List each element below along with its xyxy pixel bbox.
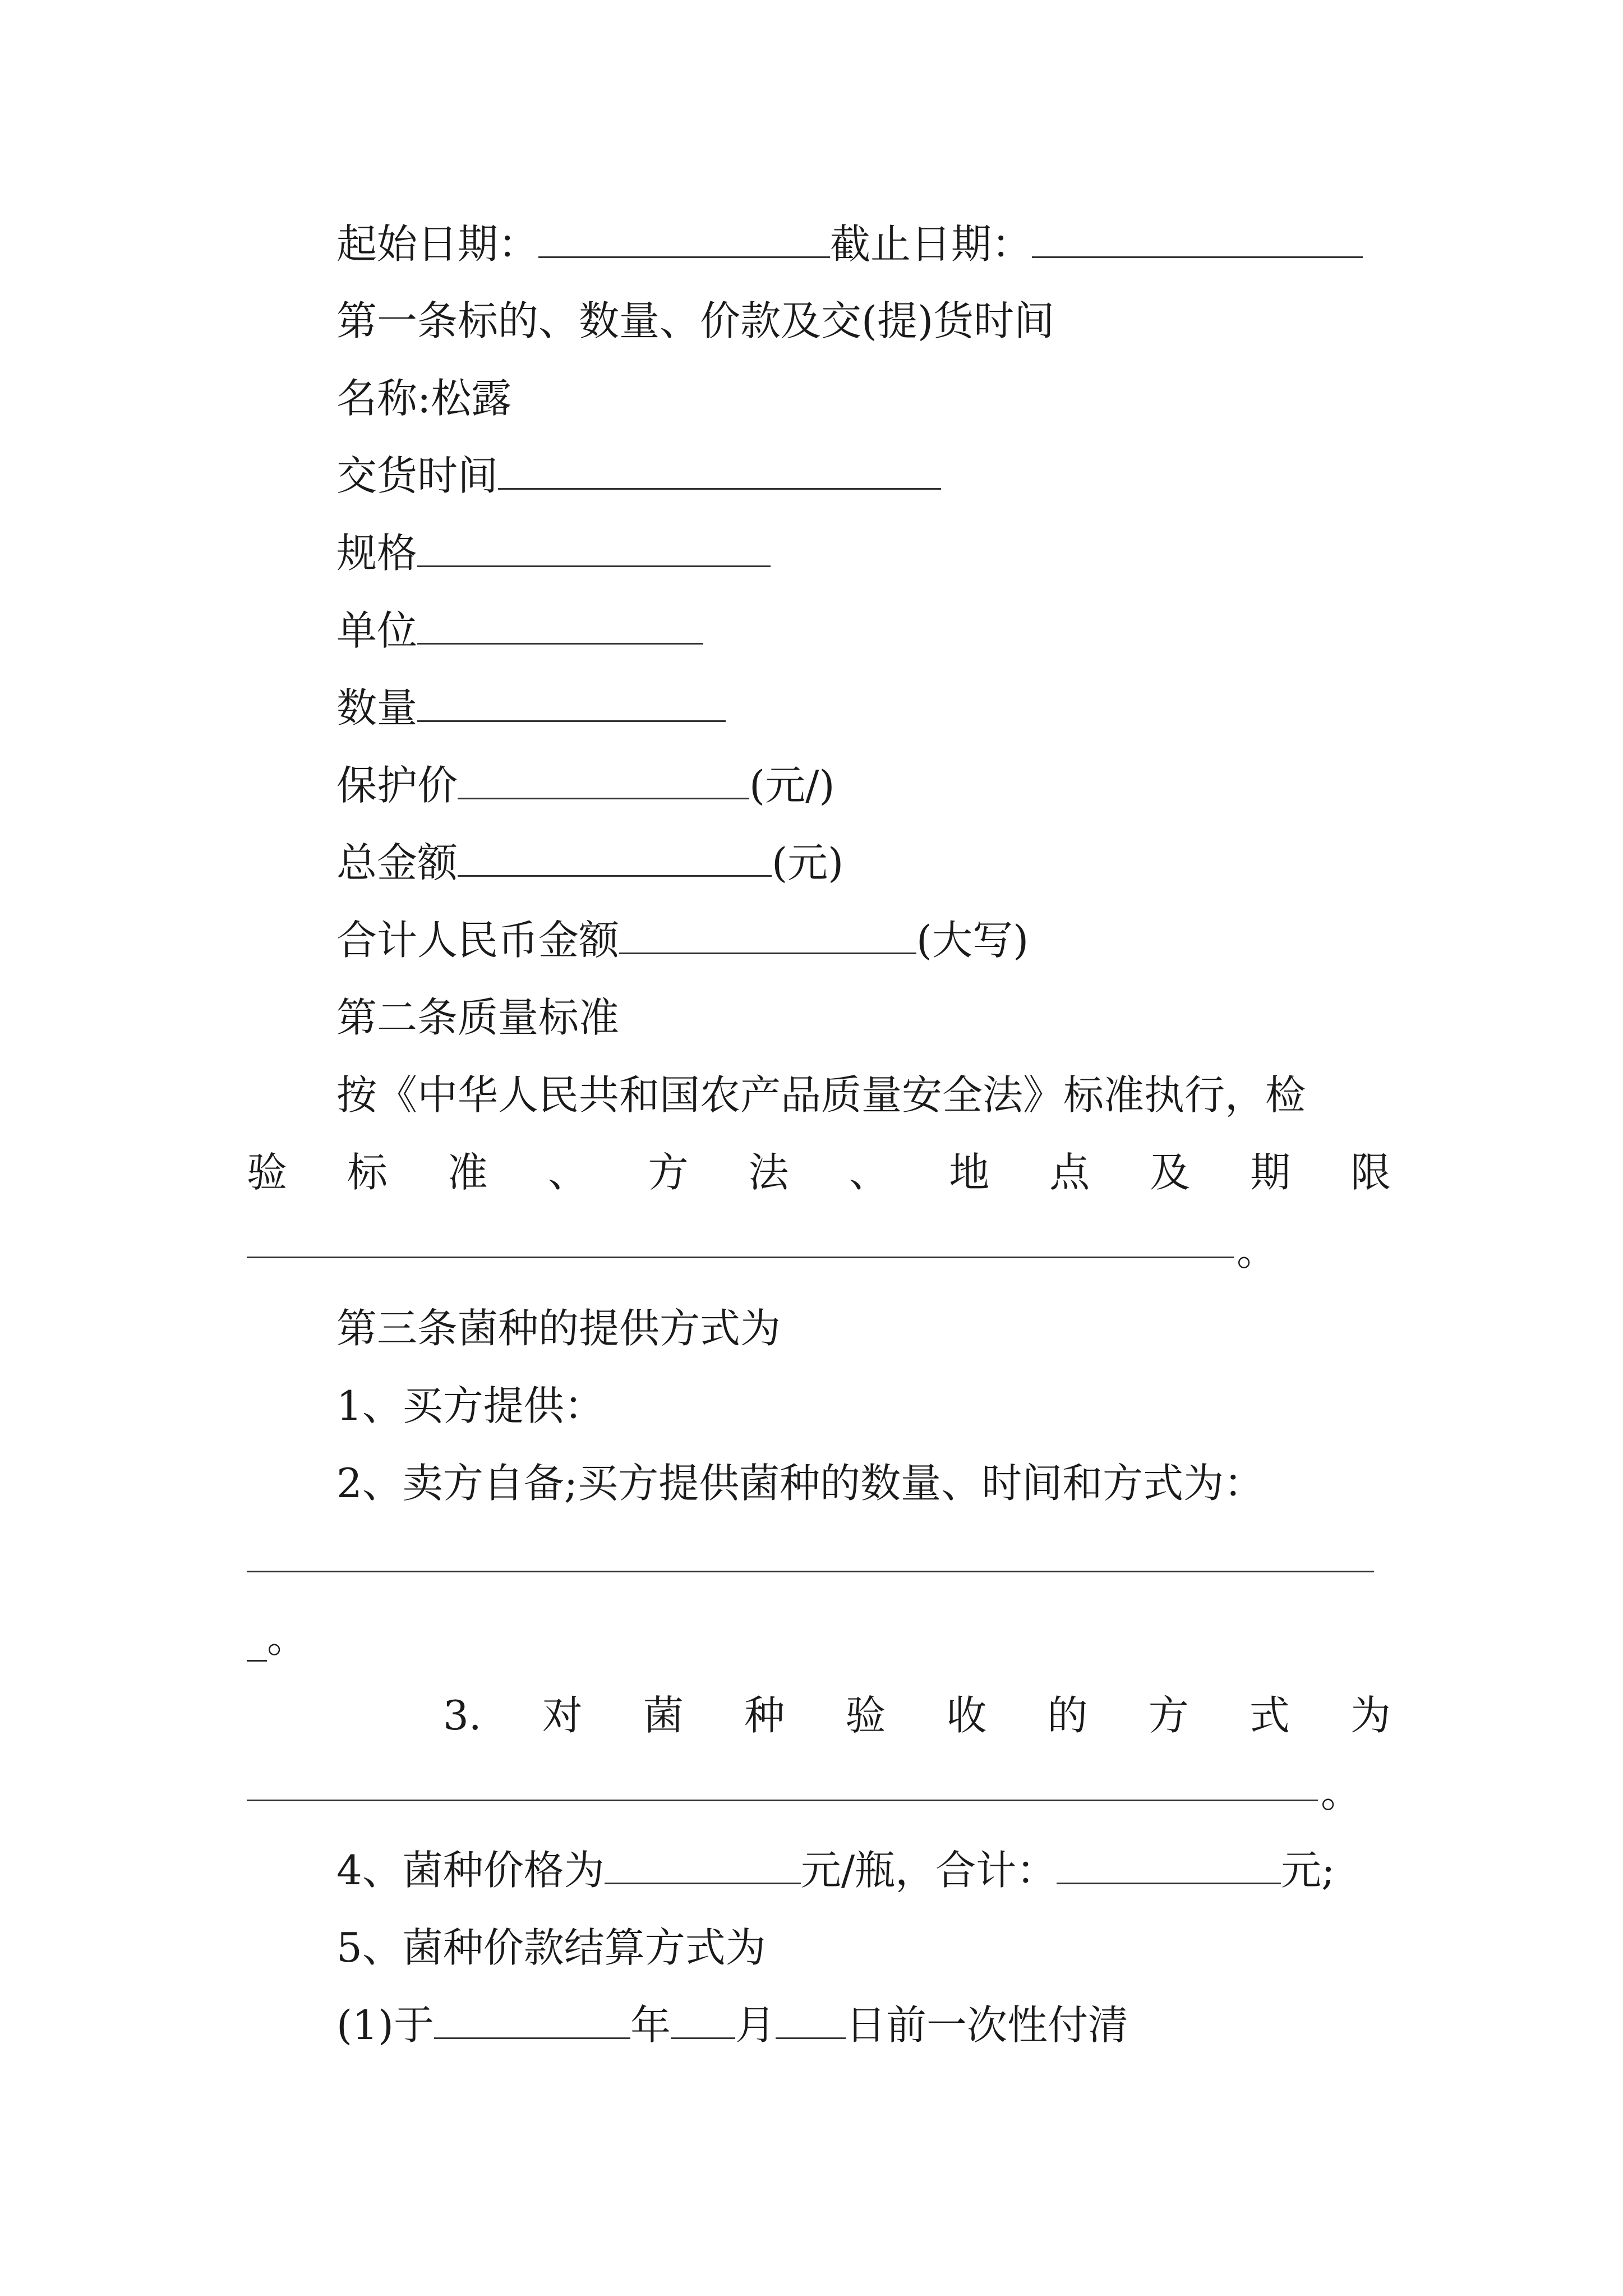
quantity-row xyxy=(336,680,726,736)
item5-settlement: 5、菌种价款结算方式为 xyxy=(336,1924,766,1971)
rmb-total-unit: (大写) xyxy=(916,917,1029,964)
spec-row xyxy=(336,525,771,581)
article1-title: 第一条标的、数量、价款及交(提)货时间 xyxy=(336,297,1055,344)
acceptance-method-end: 。 xyxy=(1321,1769,1362,1816)
article2-title: 第二条质量标准 xyxy=(336,994,620,1041)
quantity-label: 数量 xyxy=(336,684,418,731)
char: 法 xyxy=(748,1149,789,1196)
article2-line1: 按《中华人民共和国农产品质量安全法》标准执行，检 xyxy=(336,1071,1306,1119)
pay-day-field[interactable] xyxy=(776,2003,846,2039)
strain-total-field[interactable] xyxy=(1057,1848,1281,1884)
item4-unit-label: 元/瓶，合计： xyxy=(800,1847,1057,1894)
char: 及 xyxy=(1150,1149,1191,1196)
rmb-total-field[interactable] xyxy=(619,918,916,954)
article2-line2 xyxy=(247,1144,1391,1200)
unit-field[interactable] xyxy=(417,608,703,645)
item4-price-label: 4、菌种价格为 xyxy=(336,1847,605,1894)
delivery-time-label: 交货时间 xyxy=(336,452,499,499)
product-name: 名称:松露 xyxy=(336,375,512,422)
item1-buyer-provides: 1、买方提供： xyxy=(336,1382,605,1429)
char: 菌 xyxy=(643,1692,684,1739)
rmb-total-label: 合计人民币金额 xyxy=(336,917,620,964)
supply-method-blank[interactable] xyxy=(247,1571,1374,1572)
total-unit: (元) xyxy=(772,839,844,886)
total-label: 总金额 xyxy=(336,839,458,886)
char: 验 xyxy=(247,1149,288,1196)
char: 验 xyxy=(845,1692,886,1739)
char: 3. xyxy=(443,1692,482,1739)
total-row xyxy=(336,835,843,891)
char: 对 xyxy=(542,1692,583,1739)
quantity-field[interactable] xyxy=(417,685,726,722)
item3-acceptance xyxy=(443,1687,1391,1743)
start-date-field[interactable] xyxy=(538,222,830,258)
month-label: 月 xyxy=(735,2001,776,2049)
inspection-period-end: 。 xyxy=(1237,1227,1278,1274)
end-date-field[interactable] xyxy=(1032,222,1363,258)
supply-method-end: _。 xyxy=(247,1614,308,1662)
item5-1-prefix: (1)于 xyxy=(336,2001,434,2049)
char: 地 xyxy=(949,1149,990,1196)
char: 标 xyxy=(347,1149,388,1196)
char: 方 xyxy=(1148,1692,1189,1739)
dates-row xyxy=(336,216,1363,272)
acceptance-method-blank[interactable] xyxy=(247,1800,1318,1801)
rmb-total-row xyxy=(336,912,1029,968)
char: 种 xyxy=(744,1692,785,1739)
spec-field[interactable] xyxy=(417,531,771,567)
strain-price-field[interactable] xyxy=(605,1848,801,1884)
day-label: 日前一次性付清 xyxy=(846,2001,1129,2049)
char: 的 xyxy=(1047,1692,1088,1739)
char: 准 xyxy=(447,1149,488,1196)
inspection-blank[interactable] xyxy=(247,1257,1234,1258)
unit-row xyxy=(336,602,703,659)
item4-yuan-label: 元; xyxy=(1281,1847,1335,1894)
char: 、 xyxy=(849,1149,889,1196)
char: 方 xyxy=(648,1149,689,1196)
protect-price-unit: (元/) xyxy=(749,762,835,809)
char: 期 xyxy=(1250,1149,1291,1196)
item5-1-row xyxy=(336,1997,1128,2053)
char: 、 xyxy=(547,1149,588,1196)
start-date-label: 起始日期： xyxy=(336,220,539,268)
protect-price-row xyxy=(336,757,834,813)
end-date-label: 截止日期： xyxy=(830,220,1032,268)
article3-title: 第三条菌种的提供方式为 xyxy=(336,1305,781,1352)
total-field[interactable] xyxy=(458,840,772,877)
unit-label: 单位 xyxy=(336,607,418,654)
char: 式 xyxy=(1249,1692,1290,1739)
char: 限 xyxy=(1350,1149,1391,1196)
protect-price-label: 保护价 xyxy=(336,762,458,809)
pay-month-field[interactable] xyxy=(671,2003,735,2039)
char: 为 xyxy=(1350,1692,1391,1739)
item2-seller-provides: 2、卖方自备;买方提供菌种的数量、时间和方式为： xyxy=(336,1460,1265,1507)
char: 收 xyxy=(946,1692,987,1739)
protect-price-field[interactable] xyxy=(458,763,749,799)
spec-label: 规格 xyxy=(336,530,418,577)
char: 点 xyxy=(1049,1149,1090,1196)
pay-year-field[interactable] xyxy=(434,2003,630,2039)
delivery-time-field[interactable] xyxy=(498,453,941,490)
item4-price-row xyxy=(336,1842,1335,1898)
year-label: 年 xyxy=(630,2001,671,2049)
delivery-time-row xyxy=(336,448,941,504)
